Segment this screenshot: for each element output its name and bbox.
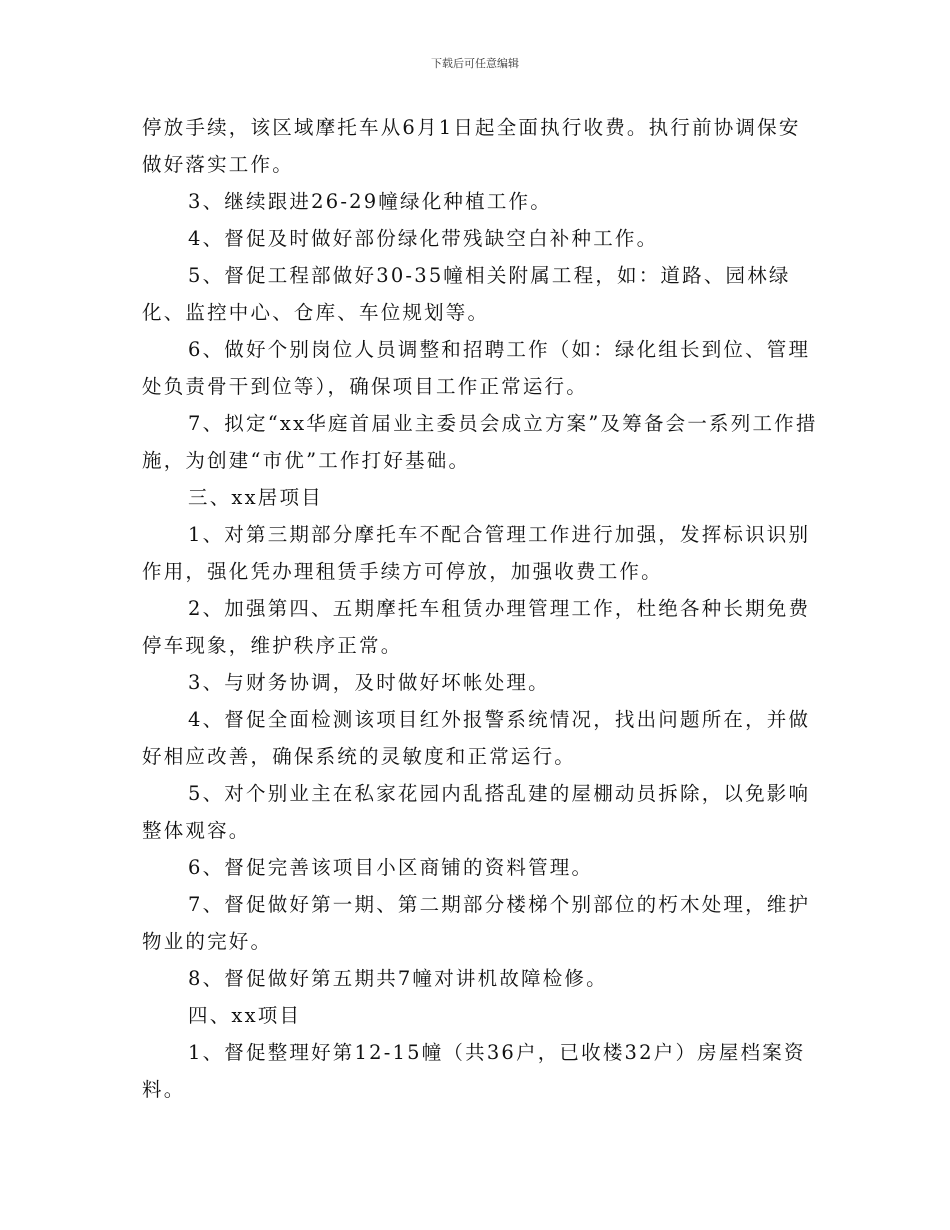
paragraph: 2、加强第四、五期摩托车租赁办理管理工作，杜绝各种长期免费停车现象，维护秩序正常。 — [142, 597, 811, 657]
paragraph: 3、继续跟进26-29幢绿化种植工作。 — [188, 190, 552, 213]
paragraph: 6、督促完善该项目小区商铺的资料管理。 — [188, 856, 594, 879]
paragraph: 1、对第三期部分摩托车不配合管理工作进行加强，发挥标识识别作用，强化凭办理租赁手续方可停放，加强收费工作。 — [142, 523, 811, 583]
paragraph: 8、督促做好第五期共7幢对讲机故障检修。 — [188, 967, 608, 990]
page-header: 下载后可任意编辑 — [431, 57, 519, 70]
paragraph: 5、对个别业主在私家花园内乱搭乱建的屋棚动员拆除，以免影响整体观容。 — [142, 782, 811, 842]
paragraph: 1、督促整理好第12-15幢（共36户，已收楼32户）房屋档案资料。 — [142, 1041, 806, 1101]
paragraph: 6、做好个别岗位人员调整和招聘工作（如：绿化组长到位、管理处负责骨干到位等），确保项目工作正常运行。 — [142, 338, 811, 398]
section-heading: 三、xx居项目 — [188, 486, 323, 509]
paragraph: 停放手续，该区域摩托车从6月1日起全面执行收费。执行前协调保安做好落实工作。 — [142, 116, 801, 176]
paragraph: 7、督促做好第一期、第二期部分楼梯个别部位的朽木处理，维护物业的完好。 — [142, 893, 811, 953]
document-body — [142, 109, 822, 1108]
section-heading: 四、xx项目 — [188, 1004, 302, 1027]
paragraph: 4、督促及时做好部份绿化带残缺空白补种工作。 — [188, 227, 659, 250]
paragraph: 4、督促全面检测该项目红外报警系统情况，找出问题所在，并做好相应改善，确保系统的灵敏度和正常运行。 — [142, 708, 811, 768]
paragraph: 5、督促工程部做好30-35幢相关附属工程，如：道路、园林绿化、监控中心、仓库、车位规划等。 — [142, 264, 791, 324]
paragraph: 7、拟定“xx华庭首届业主委员会成立方案”及筹备会一系列工作措施，为创建“市优”工作打好基础。 — [142, 412, 818, 472]
paragraph: 3、与财务协调，及时做好坏帐处理。 — [188, 671, 550, 694]
